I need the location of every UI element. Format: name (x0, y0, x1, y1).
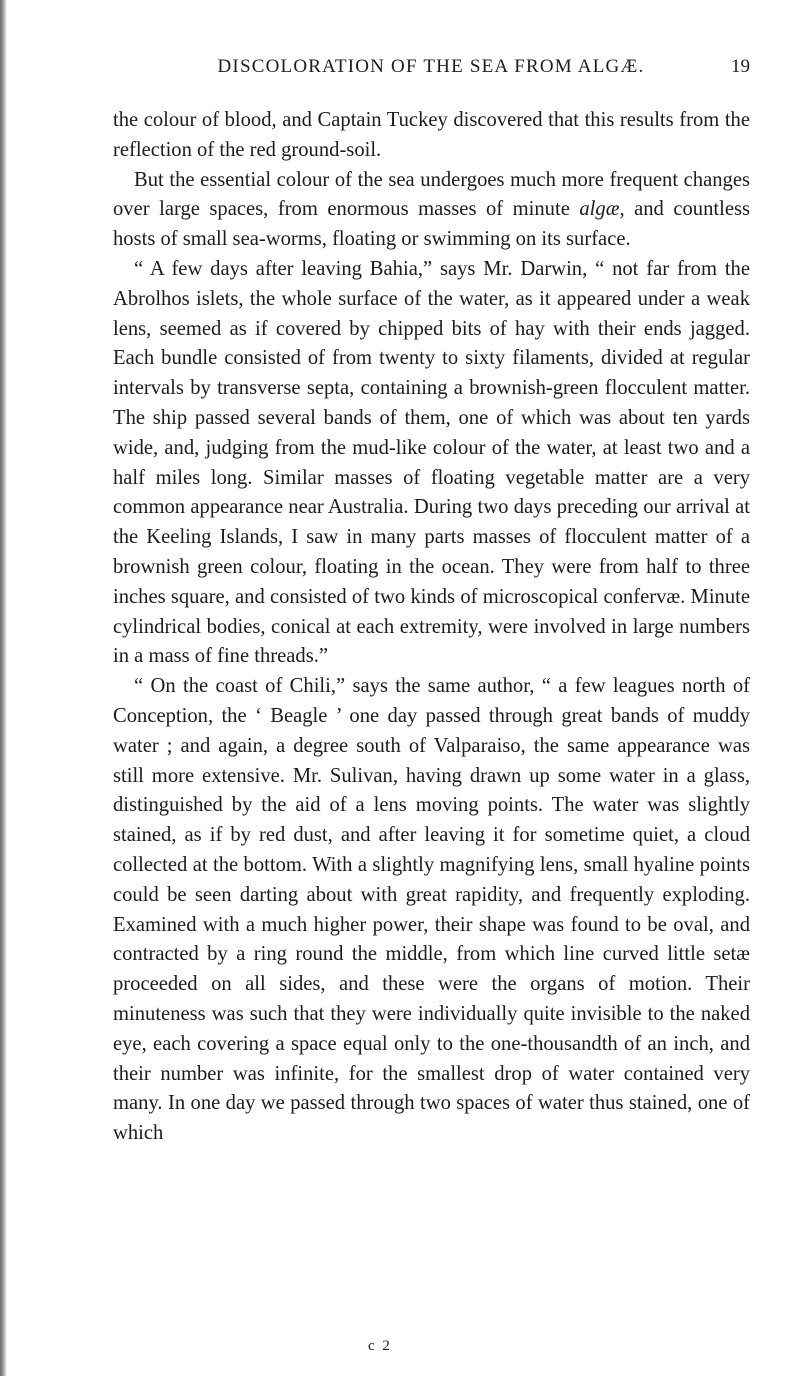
page-number: 19 (731, 56, 750, 77)
running-head: DISCOLORATION OF THE SEA FROM ALGÆ. (217, 56, 645, 77)
paragraph: But the essential colour of the sea undergoes much more frequent changes over large spaces, from enormous masses of minute algæ, and countless hosts of small sea-worms, floating or swimming on its surface. (113, 168, 751, 251)
page-header (112, 56, 750, 86)
body-text (113, 106, 750, 1149)
paragraph: the colour of blood, and Captain Tuckey discovered that this results from the reflection of the red ground-soil. (113, 109, 750, 161)
page-edge-shadow (0, 0, 7, 1376)
signature-mark: c 2 (368, 1338, 392, 1354)
paragraph: “ A few days after leaving Bahia,” says Mr. Darwin, “ not far from the Abrolhos islets, the whole surface of the water, as it appeared under a weak lens, seemed as if covered by chipped bits of hay with their ends jagged. Each bundle consisted of from twenty to sixty filaments, divided at regular intervals by transverse septa, containing a brownish-green flocculent matter. The ship passed several bands of them, one of which was about ten yards wide, and, judging from the mud-like colour of the water, at least two and a half miles long. Similar masses of floating vegetable matter are a very common appearance near Australia. During two days preceding our arrival at the Keeling Islands, I saw in many parts masses of flocculent matter of a brownish green colour, floating in the ocean. They were from half to three inches square, and consisted of two kinds of microscopical confervæ. Minute cylindrical bodies, conical at each extremity, were involved in large numbers in a mass of fine threads.” (113, 257, 750, 668)
italic-term: algæ (579, 198, 620, 221)
paragraph: “ On the coast of Chili,” says the same author, “ a few leagues north of Conception, the ‘ Beagle ’ one day passed through great bands of muddy water ; and again, a degree south of Valparaiso, the same appearance was still more extensive. Mr. Sulivan, having drawn up some water in a glass, distinguished by the aid of a lens moving points. The water was slightly stained, as if by red dust, and after leaving it for sometime quiet, a cloud collected at the bottom. With a slightly magnifying lens, small hyaline points could be seen darting about with great rapidity, and frequently exploding. Examined with a much higher power, their shape was found to be oval, and contracted by a ring round the middle, from which line curved little setæ proceeded on all sides, and these were the organs of motion. Their minuteness was such that they were individually quite invisible to the naked eye, each covering a space equal only to the one-thousandth of an inch, and their number was infinite, for the smallest drop of water contained very many. In one day we passed through two spaces of water thus stained, one of which (113, 675, 750, 1145)
